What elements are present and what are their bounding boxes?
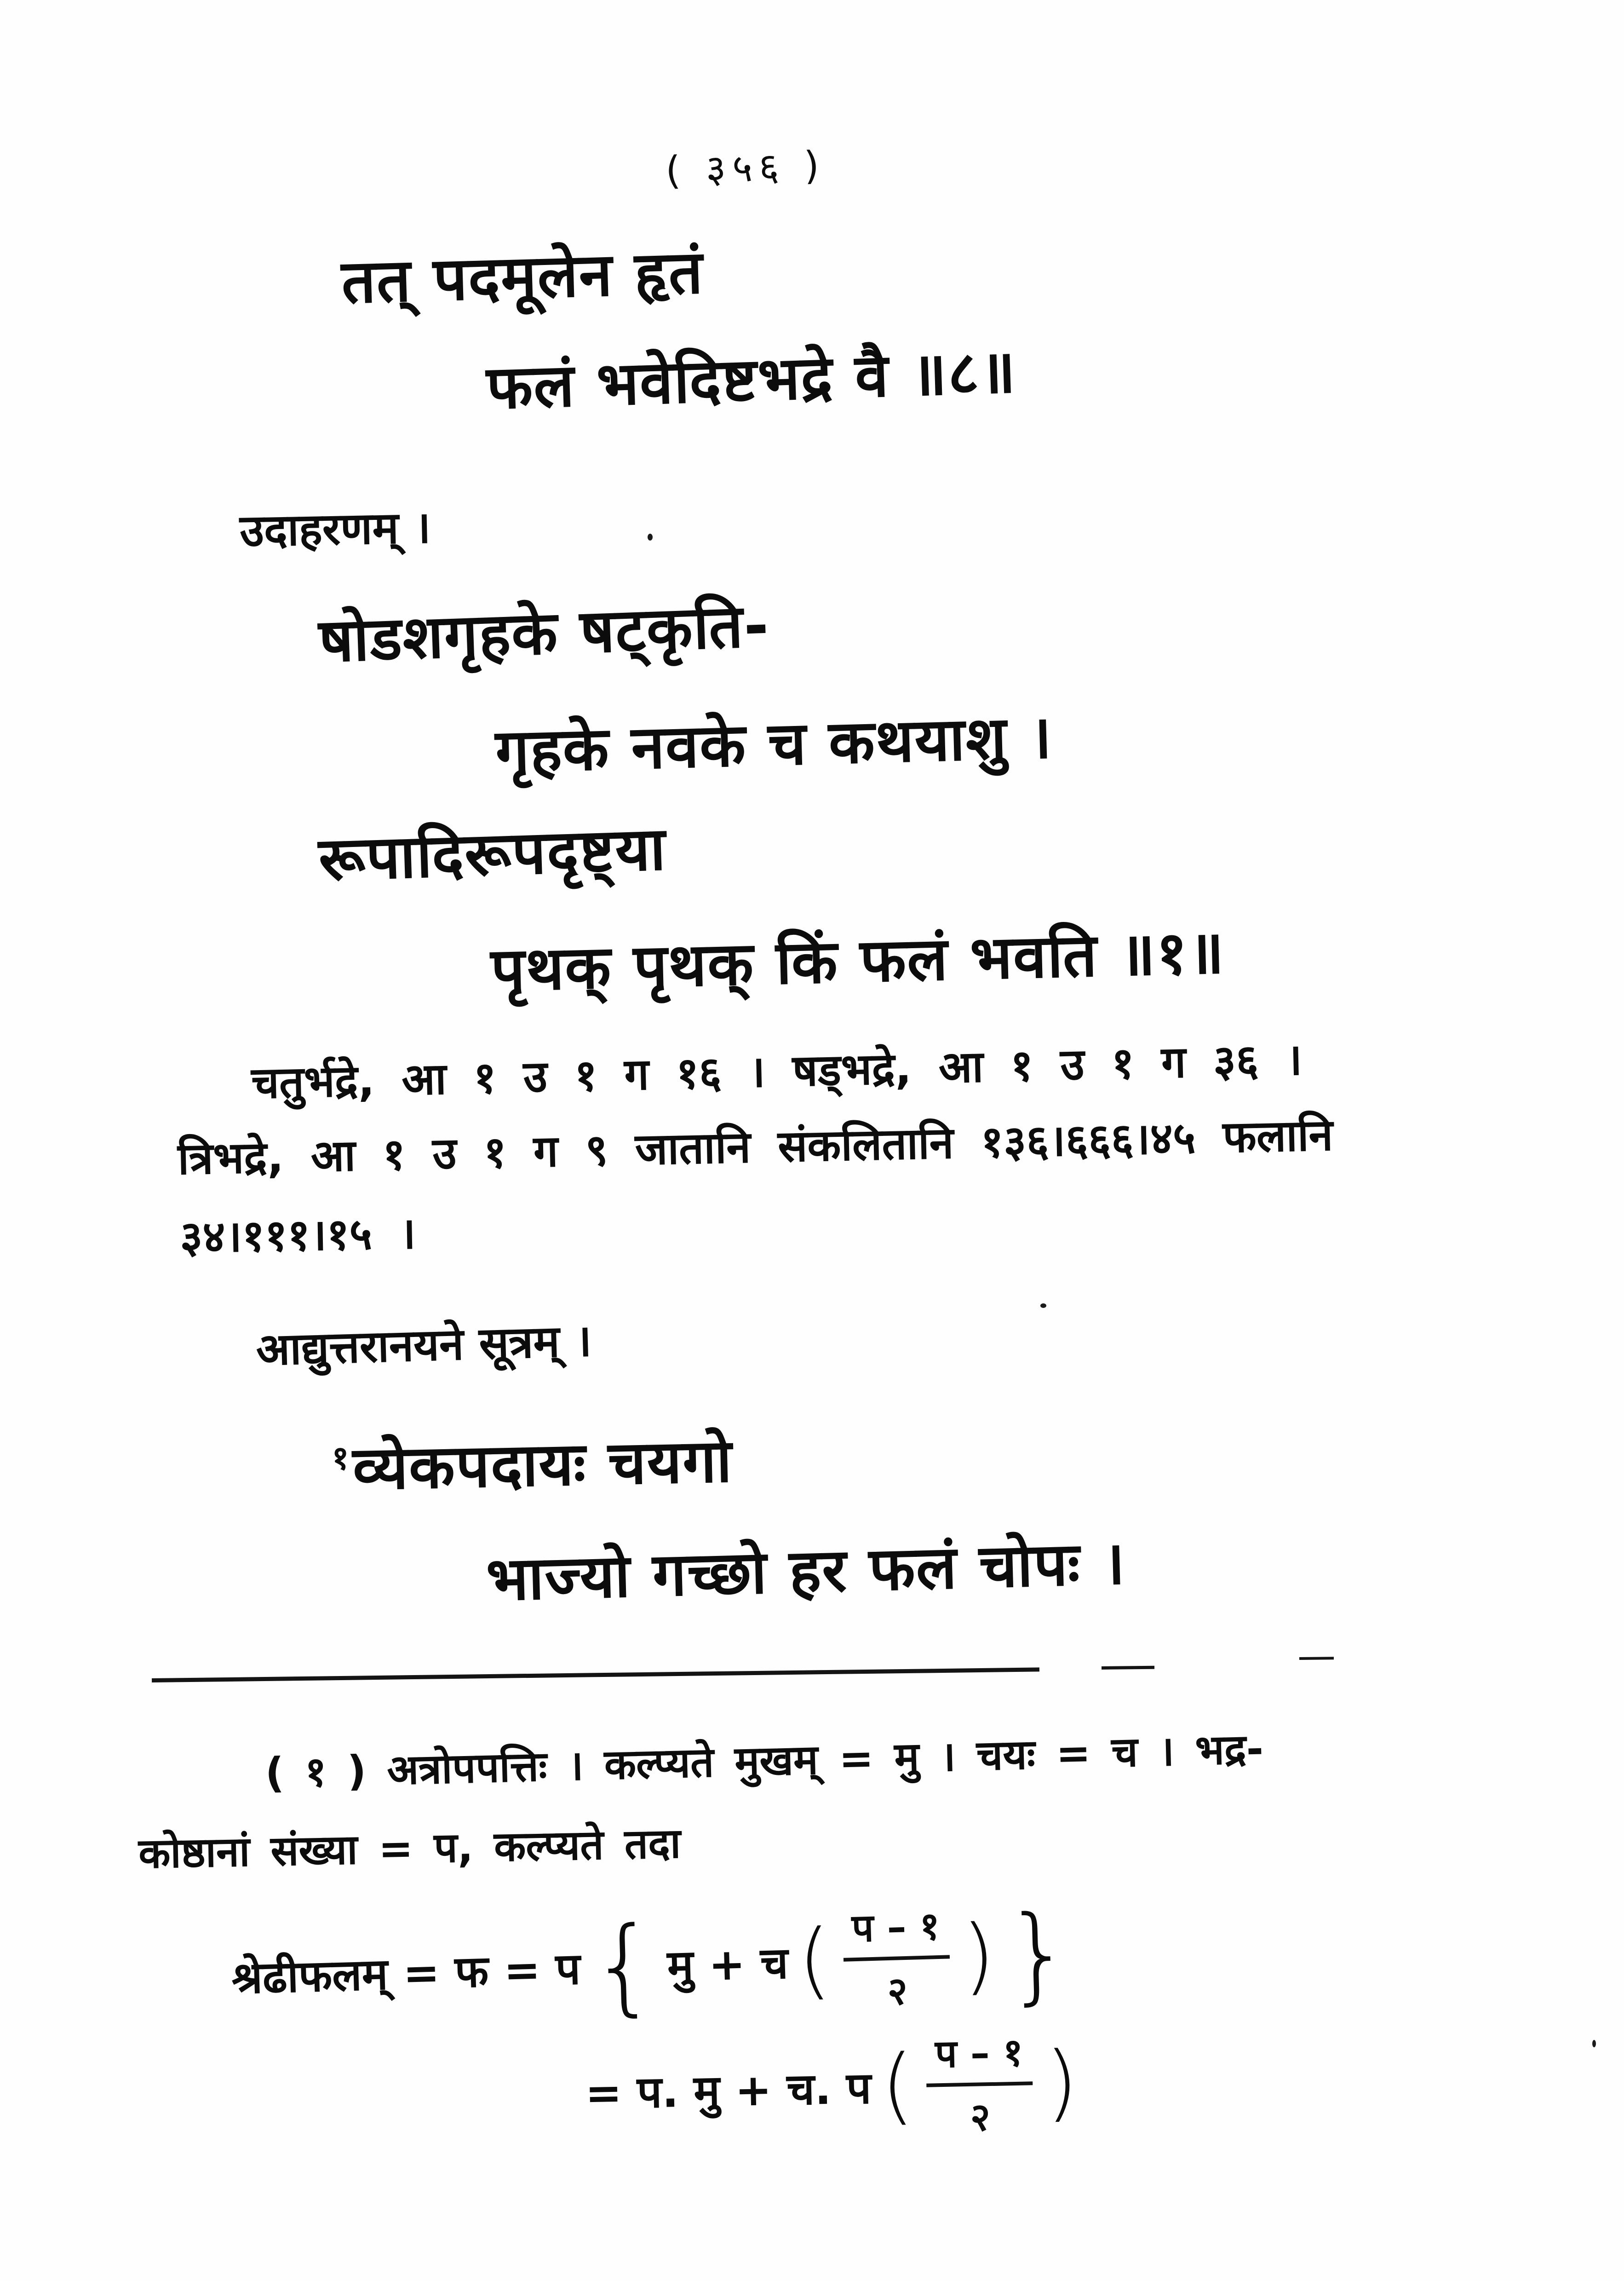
verse-1-line-2: फलं भवेदिष्टभद्रे वै ॥८॥ <box>485 336 1018 423</box>
formula-1-close-brace: } <box>1003 1891 1073 2016</box>
verse-3-line-1-text: व्येकपदायः चयगो <box>352 1425 734 1504</box>
formula-2-fraction-denominator: २ <box>970 2094 991 2140</box>
verse-2-line-2: गृहके नवके च कथयाशु । <box>494 702 1054 786</box>
verse-1-line-1: तत् पदमूलेन हृतं <box>340 237 705 317</box>
formula-1-fraction-denominator: २ <box>887 1968 908 2014</box>
formula-2-fraction-numerator: प – १ <box>925 2025 1033 2087</box>
formula-1-fraction-numerator: प – १ <box>842 1898 950 1961</box>
formula-1-inner: मु + च <box>666 1938 789 1992</box>
scan-speck <box>1040 1303 1046 1308</box>
verse-3-line-1 <box>331 1418 734 1508</box>
footnote-formula-2 <box>584 2024 1079 2149</box>
scan-speck <box>1592 2040 1596 2047</box>
page-number: ( ३५६ ) <box>665 142 826 193</box>
verse-2-line-1: षोडशगृहके षट्कृति- <box>317 590 771 676</box>
footnote-formula-1 <box>230 1891 1073 2034</box>
formula-1-lhs: श्रेढीफलम् = फ = प <box>231 1943 581 2004</box>
footnote-line-2: कोष्ठानां संख्या = प, कल्प्यते तदा <box>138 1819 682 1878</box>
verse-2-line-3: रूपादिरूपदृष्ट्या <box>317 813 668 894</box>
formula-2-open-paren: ( <box>880 2036 915 2134</box>
prose-line-3: ३४।१११।१५ । <box>179 1208 416 1263</box>
prose-line-2: त्रिभद्रे, आ १ उ १ ग ९ जातानि संकलितानि १३६।६६६।४५ फलानि <box>177 1110 1334 1185</box>
formula-2-close-paren: ) <box>1044 2033 1079 2131</box>
formula-1-close-paren: ) <box>961 1906 997 2005</box>
footnote-separator-dash-2 <box>1299 1657 1334 1660</box>
verse-3-line-2: भाज्यो गच्छो हर फलं चोपः । <box>485 1527 1127 1614</box>
formula-2-fraction <box>925 2025 1034 2143</box>
scan-speck <box>648 534 653 541</box>
formula-1-open-paren: ( <box>797 1911 832 2009</box>
example-heading: उदाहरणम् । <box>239 501 431 557</box>
footnote-separator-dash-1 <box>1102 1666 1154 1670</box>
footnote-line-1: ( १ ) अत्रोपपत्तिः । कल्प्यते मुखम् = मु । चयः = च । भद्र- <box>264 1724 1264 1797</box>
formula-2-lhs: = प. मु + च. प <box>585 2063 872 2119</box>
verse-2-line-4: पृथक् पृथक् किं फलं भवति ॥१॥ <box>490 916 1226 1005</box>
prose-line-1: चतुर्भद्रे, आ १ उ १ ग १६ । षड्भद्रे, आ १ उ १ ग ३६ । <box>251 1034 1303 1109</box>
formula-1-fraction <box>842 1898 951 2017</box>
formula-1-open-brace: { <box>589 1903 659 2028</box>
footnote-marker: १ <box>331 1438 350 1477</box>
sutra-heading: आद्युत्तरानयने सूत्रम् । <box>255 1314 593 1376</box>
footnote-separator-rule <box>152 1667 1039 1682</box>
